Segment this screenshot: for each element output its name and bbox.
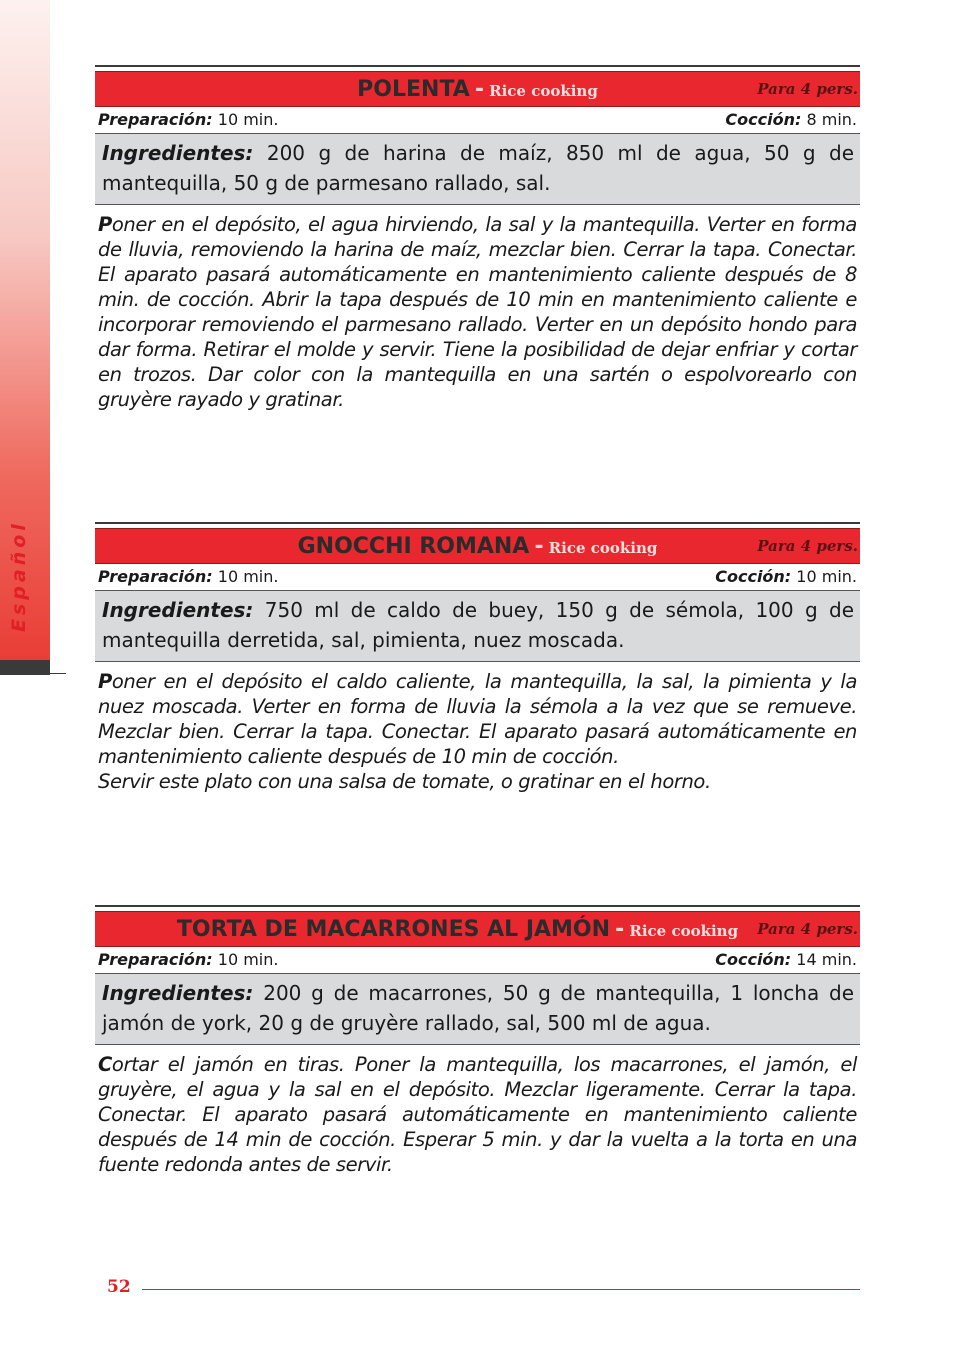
recipe-servings: Para 4 pers. [757, 537, 858, 555]
method-initial: C [98, 1053, 112, 1076]
ingredients-box [95, 591, 860, 662]
title-separator: - [534, 534, 544, 559]
cook-label: Cocción: [715, 950, 792, 969]
method-text [95, 1045, 860, 1177]
method-initial: P [98, 670, 112, 693]
cook-time [725, 107, 857, 133]
recipe-title: GNOCCHI ROMANA [297, 534, 530, 559]
recipe-times [95, 564, 860, 591]
ingredients-text: 750 ml de caldo de buey, 150 g de sémola, 100 g de mantequilla derretida, sal, pimienta, nuez moscada. [102, 598, 854, 652]
page-number: 52 [107, 1277, 131, 1297]
method-initial: P [98, 213, 112, 236]
prep-value: 10 min. [217, 567, 279, 586]
recipe-times [95, 947, 860, 974]
recipe-subtitle: Rice cooking [629, 922, 739, 940]
cook-label: Cocción: [725, 110, 802, 129]
recipe-title: POLENTA [357, 77, 470, 102]
prep-label: Preparación: [98, 110, 213, 129]
cook-label: Cocción: [715, 567, 792, 586]
prep-value: 10 min. [217, 110, 279, 129]
footer-rule [142, 1289, 860, 1290]
method-body: ortar el jamón en tiras. Poner la mantequilla, los macarrones, el jamón, el gruyère, el agua y la sal en el depósito. Mezclar ligeramente. Cerrar la tapa. Conectar. El aparato pasará automáticamente en mantenimiento caliente después de 14 min de cocción. Esperar 5 min. y dar la vuelta a la torta en una fuente redonda antes de servir. [98, 1053, 857, 1176]
cook-time [715, 564, 857, 590]
recipe-top-rule [95, 65, 860, 67]
recipe-title: TORTA DE MACARRONES AL JAMÓN [176, 917, 611, 942]
side-strip-tick [50, 673, 66, 674]
recipe-subtitle: Rice cooking [548, 539, 658, 557]
prep-time [98, 950, 278, 969]
recipe-top-rule [95, 905, 860, 907]
prep-value: 10 min. [217, 950, 279, 969]
prep-label: Preparación: [98, 950, 213, 969]
method-body: oner en el depósito el caldo caliente, la mantequilla, la sal, la pimienta y la nuez moscada. Verter en forma de lluvia la sémola a la vez que se remueve. Mezclar bien. Cerrar la tapa. Conectar. El aparato pasará automáticamente en mantenimiento caliente después de 10 min de cocción. [98, 670, 857, 768]
method-text [95, 662, 860, 794]
recipe-subtitle: Rice cooking [489, 82, 598, 100]
title-separator: - [615, 917, 625, 942]
cook-value: 10 min. [796, 567, 857, 586]
method-text [95, 205, 860, 412]
recipe-servings: Para 4 pers. [757, 80, 858, 98]
ingredients-label: Ingredientes: [102, 598, 254, 622]
language-label: Español [8, 520, 30, 632]
cook-value: 14 min. [796, 950, 857, 969]
ingredients-label: Ingredientes: [102, 981, 254, 1005]
prep-time [98, 567, 278, 586]
prep-label: Preparación: [98, 567, 213, 586]
recipe-servings: Para 4 pers. [757, 920, 858, 938]
prep-time [98, 110, 278, 129]
title-separator: - [474, 77, 485, 102]
cook-time [715, 947, 857, 973]
method-body: oner en el depósito, el agua hirviendo, la sal y la mantequilla. Verter en forma de lluvia, removiendo la harina de maíz, mezclar bien. Cerrar la tapa. Conectar. El aparato pasará automáticamente en mantenimiento caliente después de 8 min. de cocción. Abrir la tapa después de 10 min en mantenimiento caliente e incorporar removiendo el parmesano rallado. Verter en un depósito hondo para dar forma. Retirar el molde y servir. Tiene la posibilidad de dejar enfriar y cortar en trozos. Dar color con la mantequilla en una sartén o espolvorearlo con gruyère rayado y gratinar. [98, 213, 857, 411]
ingredients-text: 200 g de macarrones, 50 g de mantequilla, 1 loncha de jamón de york, 20 g de gruyère rallado, sal, 500 ml de agua. [102, 981, 854, 1035]
recipe-title-bar [95, 71, 860, 107]
ingredients-text: 200 g de harina de maíz, 850 ml de agua, 50 g de mantequilla, 50 g de parmesano rallado, sal. [102, 141, 854, 195]
recipe-polenta [95, 65, 860, 412]
ingredients-box [95, 974, 860, 1045]
recipe-gnocchi-romana [95, 522, 860, 794]
ingredients-label: Ingredientes: [102, 141, 254, 165]
side-strip-base [0, 660, 50, 675]
cook-value: 8 min. [806, 110, 857, 129]
method-extra: Servir este plato con una salsa de tomate, o gratinar en el horno. [98, 770, 711, 793]
ingredients-box [95, 134, 860, 205]
recipe-top-rule [95, 522, 860, 524]
recipe-torta-macarrones [95, 905, 860, 1177]
recipe-title-bar [95, 528, 860, 564]
recipe-times [95, 107, 860, 134]
recipe-title-bar [95, 911, 860, 947]
